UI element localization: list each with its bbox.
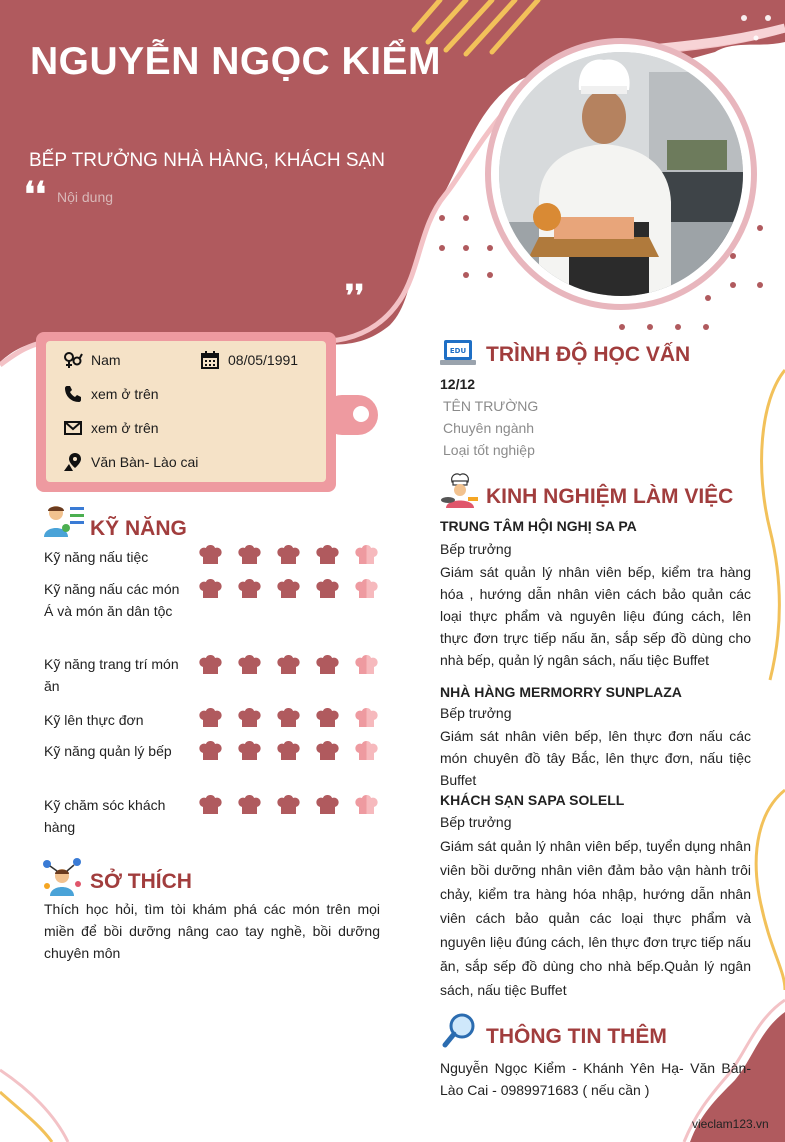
skill-label: Kỹ năng trang trí món ăn	[44, 656, 179, 694]
skill-label: Kỹ lên thực đơn	[44, 712, 144, 728]
profile-photo	[485, 38, 757, 310]
chef-hat-icon	[354, 654, 379, 676]
chef-hat-icon	[198, 544, 223, 566]
chef-hat-icon	[276, 654, 301, 676]
chef-hat-icon	[276, 740, 301, 762]
chef-hat-icon	[315, 707, 340, 729]
hobby-person-icon	[42, 856, 82, 896]
chef-hat-icon	[198, 794, 223, 816]
chef-hat-icon	[354, 544, 379, 566]
gender-value: Nam	[91, 352, 121, 368]
phone-icon	[62, 383, 84, 405]
skill-rating	[198, 794, 379, 816]
job-2-position: Bếp trưởng	[440, 705, 512, 721]
chef-hat-icon	[198, 578, 223, 600]
experience-title: KINH NGHIỆM LÀM VIỆC	[486, 485, 734, 508]
job-2-company: NHÀ HÀNG MERMORRY SUNPLAZA	[440, 684, 682, 700]
extra-title: THÔNG TIN THÊM	[486, 1025, 667, 1048]
address-value: Văn Bàn- Lào cai	[91, 454, 199, 470]
chef-hat-icon	[276, 544, 301, 566]
skills-person-icon	[42, 503, 86, 539]
chef-hat-icon	[237, 707, 262, 729]
phone-value: xem ở trên	[91, 386, 159, 402]
job-1-description: Giám sát quản lý nhân viên bếp, kiểm tra hàng hóa , hướng dẫn nhân viên cách bảo quản các loại thực phẩm và nguyên liệu đúng cách, lên thực đơn trực tiếp nấu ăn, sắp sếp đồ dùng cho nhà bếp, quản lý ngân sách, nấu tiệc Buffet	[440, 564, 751, 668]
chef-hat-icon	[354, 740, 379, 762]
job-3-company: KHÁCH SẠN SAPA SOLELL	[440, 792, 625, 808]
location-pin-icon	[62, 451, 84, 473]
education-school: TÊN TRƯỜNG	[443, 398, 539, 414]
job-3-position: Bếp trưởng	[440, 814, 512, 830]
quote-placeholder: Nội dung	[57, 189, 114, 205]
hobbies-text: Thích học hỏi, tìm tòi khám phá các món trên mọi miền để bồi dưỡng nâng cao tay nghề, bồi dưỡng chuyên môn	[44, 901, 380, 961]
magnifier-icon	[442, 1012, 478, 1048]
gender-row	[62, 349, 121, 371]
skill-label: Kỹ năng quản lý bếp	[44, 743, 172, 759]
job-1-company: TRUNG TÂM HỘI NGHỊ SA PA	[440, 518, 637, 534]
chef-hat-icon	[354, 707, 379, 729]
info-board-handle	[322, 395, 378, 435]
chef-hat-icon	[237, 544, 262, 566]
chef-portrait	[499, 52, 743, 296]
chef-hat-icon	[198, 740, 223, 762]
skill-label: Kỹ năng nấu tiệc	[44, 549, 149, 565]
hobbies-title: SỞ THÍCH	[90, 870, 192, 893]
extra-text: Nguyễn Ngọc Kiểm - Khánh Yên Hạ- Văn Bàn- Lào Cai - 0989971683 ( nếu cần )	[440, 1060, 751, 1098]
job-2-description: Giám sát nhân viên bếp, lên thực đơn nấu các món chuyên đồ tây Bắc, lên thực đơn, nấu tiệc Buffet	[440, 728, 751, 788]
chef-hat-icon	[198, 707, 223, 729]
gender-icon	[62, 349, 84, 371]
chef-hat-icon	[276, 707, 301, 729]
skill-rating	[198, 740, 379, 762]
address-row	[62, 451, 198, 473]
chef-hat-icon	[315, 740, 340, 762]
skill-rating	[198, 578, 379, 600]
envelope-icon	[62, 417, 84, 439]
laptop-edu-icon	[440, 338, 476, 368]
chef-icon	[440, 472, 480, 508]
info-board-hole	[353, 406, 369, 422]
skill-label: Kỹ chăm sóc khách hàng	[44, 797, 166, 835]
skill-rating	[198, 707, 379, 729]
quote-close-icon: ❜❜	[345, 279, 365, 314]
quote-open-icon: ❛❛	[24, 175, 46, 215]
skills-title: KỸ NĂNG	[90, 517, 187, 540]
education-level: 12/12	[440, 376, 476, 392]
watermark: vieclam123.vn	[692, 1117, 769, 1131]
job-1-position: Bếp trưởng	[440, 541, 512, 557]
birthdate-row	[199, 349, 298, 371]
chef-hat-icon	[315, 654, 340, 676]
chef-hat-icon	[237, 794, 262, 816]
calendar-icon	[199, 349, 221, 371]
skill-label: Kỹ năng nấu các món Á và món ăn dân tộc	[44, 581, 180, 619]
education-title: TRÌNH ĐỘ HỌC VẤN	[486, 343, 691, 366]
chef-hat-icon	[198, 654, 223, 676]
email-value: xem ở trên	[91, 420, 159, 436]
svg-text:EDU: EDU	[449, 347, 467, 355]
chef-hat-icon	[237, 740, 262, 762]
chef-hat-icon	[315, 578, 340, 600]
skill-rating	[198, 654, 379, 676]
job-title: BẾP TRƯỞNG NHÀ HÀNG, KHÁCH SẠN	[29, 150, 385, 171]
chef-hat-icon	[354, 794, 379, 816]
chef-hat-icon	[276, 578, 301, 600]
birthdate-value: 08/05/1991	[228, 352, 299, 368]
chef-hat-icon	[315, 544, 340, 566]
chef-hat-icon	[237, 654, 262, 676]
chef-hat-icon	[276, 794, 301, 816]
chef-hat-icon	[237, 578, 262, 600]
candidate-name: NGUYỄN NGỌC KIỂM	[30, 40, 442, 83]
email-row	[62, 417, 159, 439]
job-3-description: Giám sát quản lý nhân viên bếp, tuyển dụng nhân viên bồi dưỡng nhân viên đảm bảo vận hành trôi chảy, kiểm tra hàng hóa nhập, hướng dẫn nhân viên cách bảo quản các loại thực phẩm và nguyên liệu đúng cách, lên thực đơn trực tiếp nấu ăn, sắp sếp đồ dùng cho nhà bếp.Quản lý ngân sách, nấu tiệc Buffet	[440, 838, 751, 998]
education-grade: Loại tốt nghiệp	[443, 442, 535, 458]
phone-row	[62, 383, 159, 405]
education-major: Chuyên ngành	[443, 420, 535, 436]
chef-hat-icon	[354, 578, 379, 600]
skill-rating	[198, 544, 379, 566]
chef-hat-icon	[315, 794, 340, 816]
